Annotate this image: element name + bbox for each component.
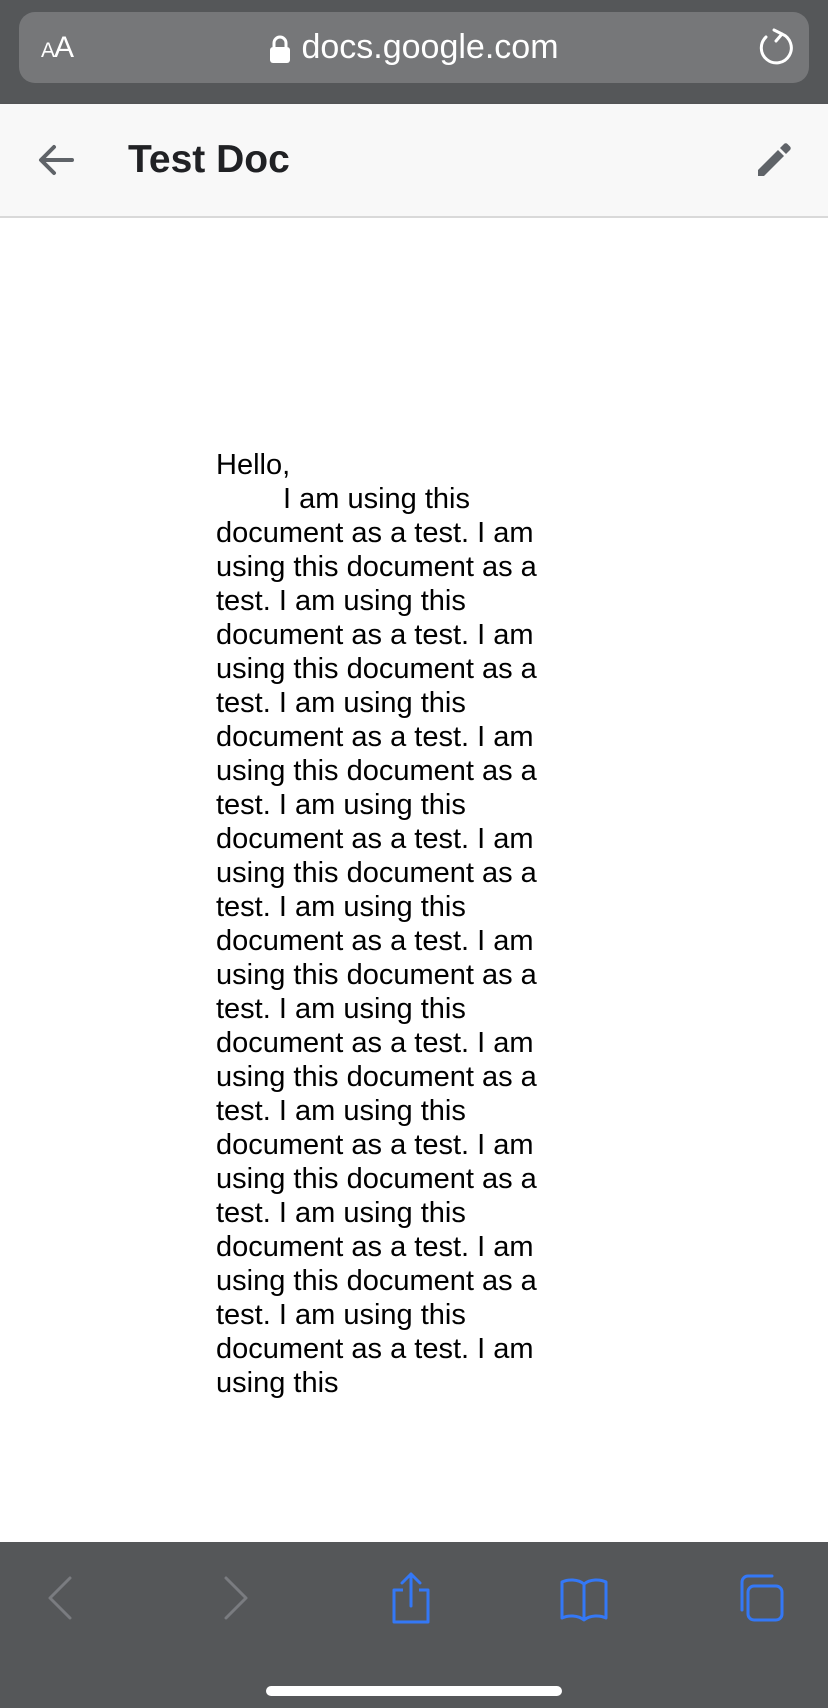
url-display[interactable] <box>19 12 809 83</box>
address-bar[interactable] <box>19 12 809 83</box>
text-size-large-label: A <box>54 31 74 64</box>
bookmarks-icon[interactable] <box>556 1570 612 1626</box>
lock-icon <box>269 35 291 65</box>
tabs-icon[interactable] <box>732 1570 788 1626</box>
share-icon[interactable] <box>382 1570 438 1626</box>
url-text: docs.google.com <box>301 28 559 66</box>
greeting-text: Hello, <box>216 449 291 481</box>
home-indicator <box>266 1686 562 1696</box>
doc-header <box>0 104 828 218</box>
reload-icon[interactable] <box>757 28 795 66</box>
back-icon[interactable] <box>34 1570 90 1626</box>
back-arrow-icon[interactable] <box>36 140 76 180</box>
browser-top-bar <box>0 0 828 104</box>
text-size-small-label: A <box>41 39 55 62</box>
body-paragraph: I am using this document as a test. I am using this document as a test. I am using this document as a test. I am using this document as a test. I am using this document as a test. I am using this document as a test. I am using this document as a test. I am using this document as a test. I am using this document as a test. I am using this document as a test. I am using this document as a test. I am using this document as a test. I am using this document as a test. I am using this document as a test. I am using this document as a test. I am using this document as a test. I am using this document as a test. I am using this <box>216 483 537 1399</box>
document-content <box>216 448 566 1400</box>
doc-title: Test Doc <box>128 138 290 181</box>
edit-pencil-icon[interactable] <box>754 140 794 180</box>
document-viewport[interactable] <box>0 218 828 1542</box>
browser-bottom-toolbar <box>0 1542 828 1708</box>
forward-icon[interactable] <box>206 1570 262 1626</box>
